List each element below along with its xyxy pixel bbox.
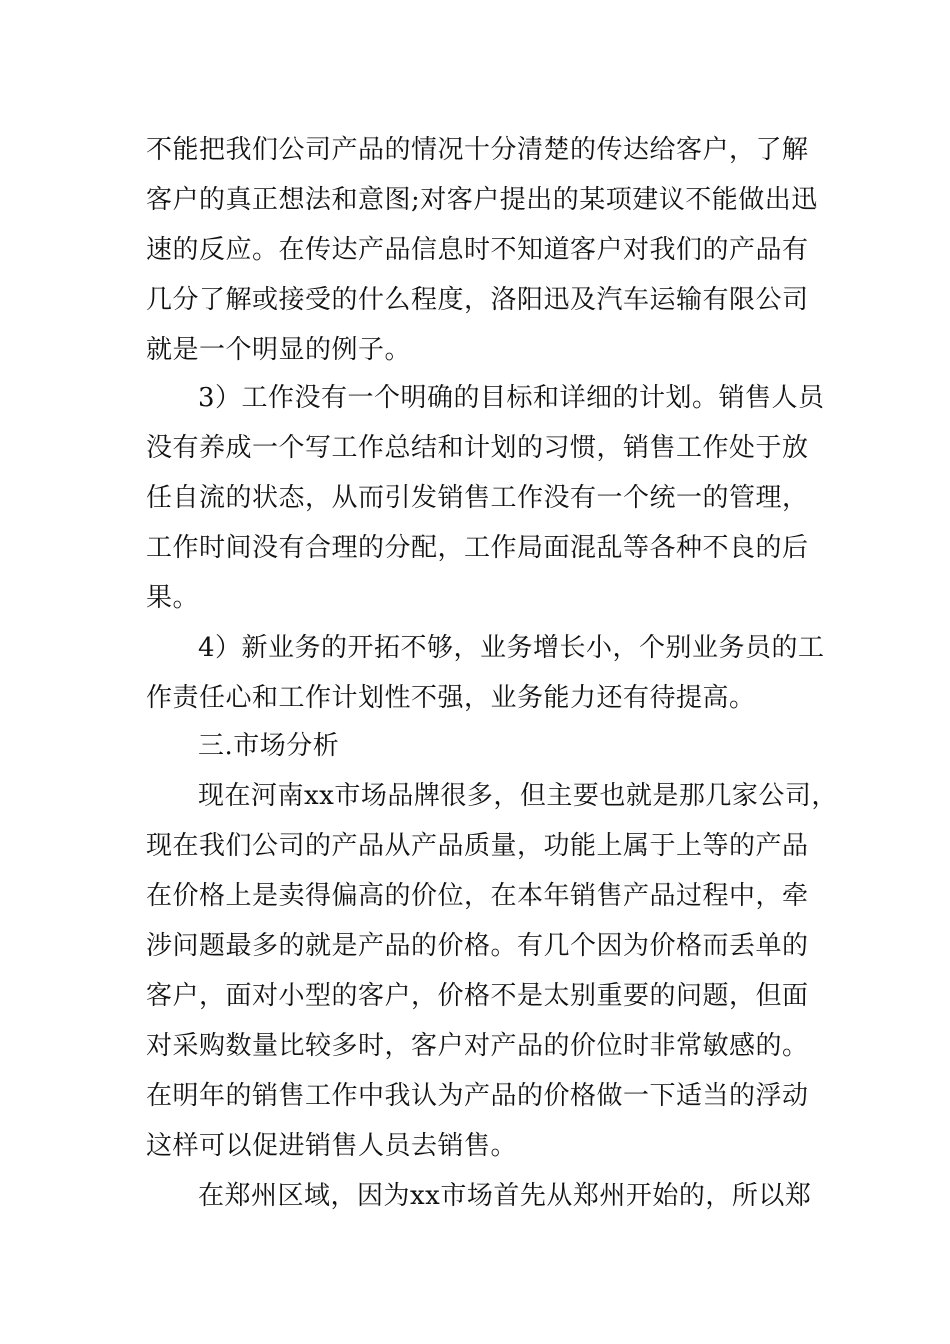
text-line: 几分了解或接受的什么程度，洛阳迅及汽车运输有限公司 [146, 285, 809, 315]
text-line: 任自流的状态，从而引发销售工作没有一个统一的管理， [146, 483, 809, 513]
list-item-3-line: 3）工作没有一个明确的目标和详细的计划。销售人员 [198, 383, 825, 413]
text-line: 现在我们公司的产品从产品质量，功能上属于上等的产品 [146, 831, 809, 861]
paragraph-first-line: 现在河南xx市场品牌很多，但主要也就是那几家公司， [198, 781, 838, 811]
text-line: 客户，面对小型的客户，价格不是太别重要的问题，但面 [146, 981, 809, 1011]
text-line: 就是一个明显的例子。 [146, 335, 412, 365]
text-line: 客户的真正想法和意图;对客户提出的某项建议不能做出迅 [146, 185, 818, 215]
text-line: 在明年的销售工作中我认为产品的价格做一下适当的浮动 [146, 1081, 809, 1111]
section-heading: 三.市场分析 [198, 731, 340, 761]
text-line: 果。 [146, 583, 200, 613]
paragraph-first-line: 在郑州区域，因为xx市场首先从郑州开始的，所以郑 [198, 1181, 812, 1211]
text-line: 作责任心和工作计划性不强，业务能力还有待提高。 [146, 683, 756, 713]
text-line: 涉问题最多的就是产品的价格。有几个因为价格而丢单的 [146, 931, 809, 961]
text-line: 这样可以促进销售人员去销售。 [146, 1131, 518, 1161]
list-item-4-line: 4）新业务的开拓不够，业务增长小，个别业务员的工 [198, 633, 825, 663]
text-line: 工作时间没有合理的分配，工作局面混乱等各种不良的后 [146, 533, 809, 563]
text-line: 没有养成一个写工作总结和计划的习惯，销售工作处于放 [146, 433, 809, 463]
text-line: 不能把我们公司产品的情况十分清楚的传达给客户，了解 [146, 135, 809, 165]
text-line: 在价格上是卖得偏高的价位，在本年销售产品过程中，牵 [146, 881, 809, 911]
text-line: 速的反应。在传达产品信息时不知道客户对我们的产品有 [146, 235, 809, 265]
text-line: 对采购数量比较多时，客户对产品的价位时非常敏感的。 [146, 1031, 809, 1061]
